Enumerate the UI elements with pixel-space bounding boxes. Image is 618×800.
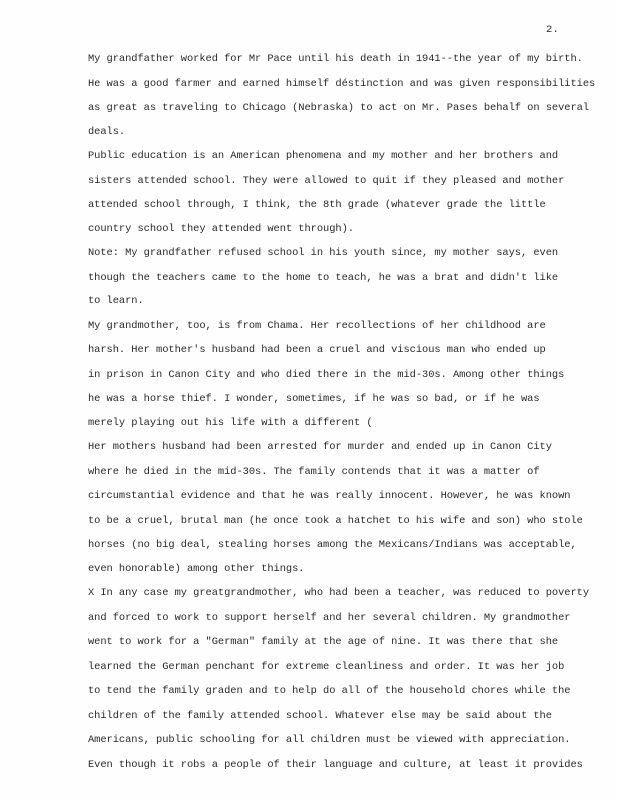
text-line: He was a good farmer and earned himself déstinction and was given responsibilities [88,77,596,90]
text-line: country school they attended went through). [88,222,354,235]
text-line: to tend the family graden and to help do all of the household chores while the [88,685,571,697]
text-line: Her mothers husband had been arrested for murder and ended up in Canon City [88,441,552,453]
text-line: attended school through, I think, the 8th grade (whatever grade the little [88,199,546,211]
text-line: learned the German penchant for extreme cleanliness and order. It was her job [88,660,565,673]
text-line: children of the family attended school. Whatever else may be said about the [88,709,552,722]
text-line: though the teachers came to the home to teach, he was a brat and didn't like [88,271,559,284]
text-line: where he died in the mid-30s. The family contends that it was a matter of [88,465,540,478]
text-line: My grandmother, too, is from Chama. Her recollections of her childhood are [88,319,546,332]
text-line: as great as traveling to Chicago (Nebraska) to act on Mr. Pases behalf on several [88,102,590,114]
text-line: in prison in Canon City and who died there in the mid-30s. Among other things [88,368,565,381]
text-line: My grandfather worked for Mr Pace until his death in 1941--the year of my birth. [88,53,583,65]
text-line: and forced to work to support herself and her several children. My grandmother [88,611,571,624]
text-line: horses (no big deal, stealing horses among the Mexicans/Indians was acceptable, [88,539,577,551]
page-number: 2. [546,24,560,36]
text-line: X In any case my greatgrandmother, who had been a teacher, was reduced to poverty [88,587,590,599]
text-line: Even though it robs a people of their language and culture, at least it provides [88,758,583,771]
text-line: harsh. Her mother's husband had been a cruel and viscious man who ended up [88,344,546,356]
text-line: circumstantial evidence and that he was really innocent. However, he was known [88,490,571,502]
text-line: Note: My grandfather refused school in his youth since, my mother says, even [88,247,559,259]
text-line: merely playing out his life with a different ( [88,416,373,429]
text-line: went to work for a "German" family at the age of nine. It was there that she [88,636,559,648]
document-body [88,47,608,777]
text-line: he was a horse thief. I wonder, sometimes, if he was so bad, or if he was [88,393,540,405]
text-line: to be a cruel, brutal man (he once took a hatchet to his wife and son) who stole [88,514,583,527]
text-line: to learn. [88,295,144,307]
text-line: deals. [88,125,126,138]
text-line: Public education is an American phenomena and my mother and her brothers and [88,150,559,162]
text-line: Americans, public schooling for all children must be viewed with appreciation. [88,734,571,746]
text-line: sisters attended school. They were allowed to quit if they pleased and mother [88,174,565,187]
text-line: even honorable) among other things. [88,562,305,575]
